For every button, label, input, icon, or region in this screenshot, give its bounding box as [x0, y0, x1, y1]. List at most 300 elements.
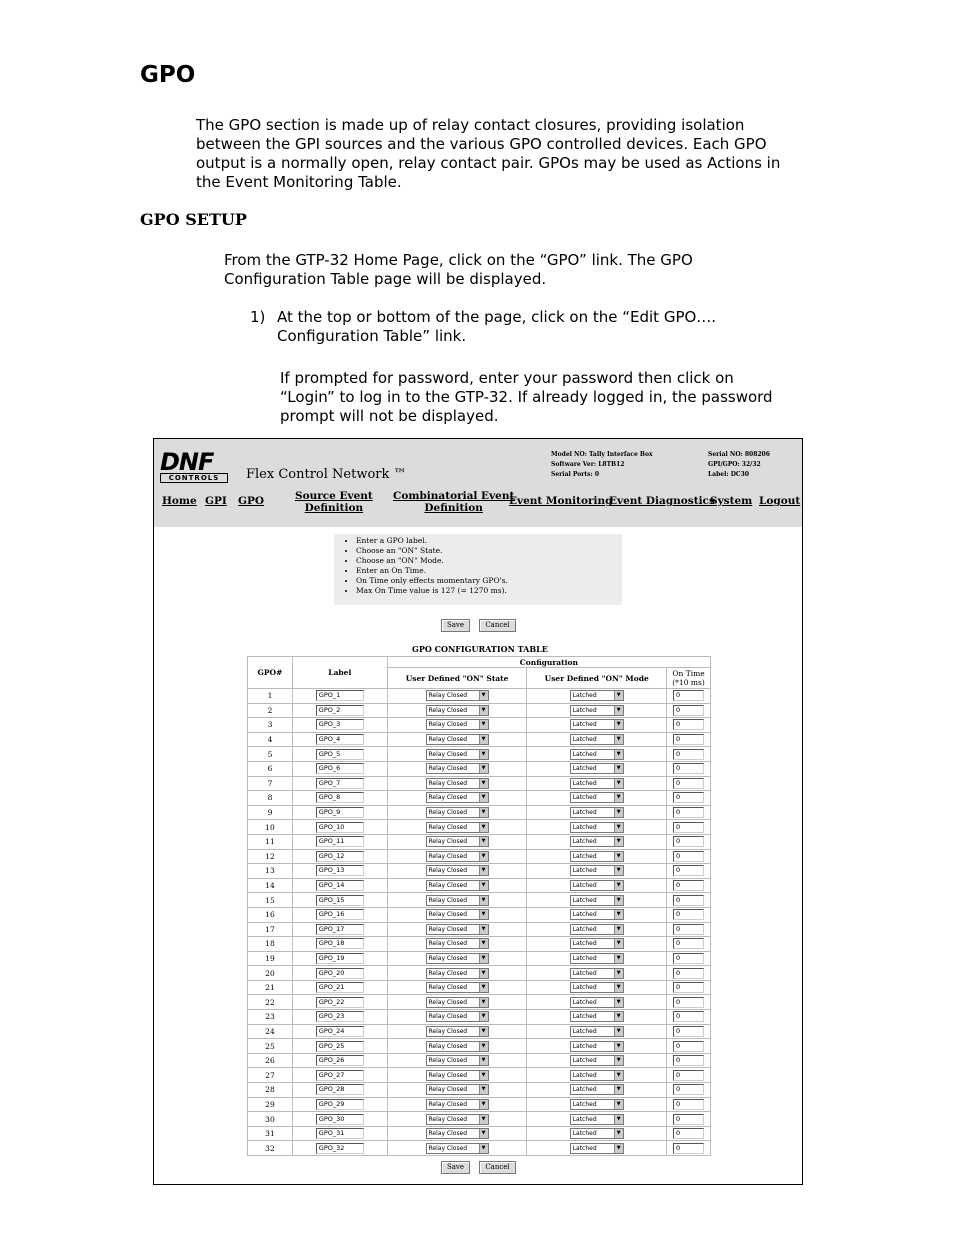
label-cell	[292, 834, 387, 849]
on-state-select[interactable]	[426, 1128, 489, 1139]
gpo-label-input[interactable]: GPO_12	[316, 851, 364, 862]
on-mode-value: Latched	[572, 1130, 597, 1138]
on-time-input[interactable]: 0	[673, 880, 704, 891]
on-mode-select[interactable]	[570, 1114, 624, 1125]
on-state-select[interactable]	[426, 895, 489, 906]
on-time-cell	[667, 849, 711, 864]
state-cell	[387, 1068, 527, 1083]
on-time-input[interactable]: 0	[673, 836, 704, 847]
gpo-label-input[interactable]: GPO_8	[316, 792, 364, 803]
gpo-number-cell: 17	[248, 922, 293, 937]
dropdown-arrow-icon: ▼	[614, 925, 623, 934]
label-cell	[292, 1024, 387, 1039]
dropdown-arrow-icon: ▼	[479, 998, 488, 1007]
gpo-label-input[interactable]: GPO_11	[316, 836, 364, 847]
on-time-cell	[667, 922, 711, 937]
dropdown-arrow-icon: ▼	[479, 764, 488, 773]
on-mode-header: User Defined "ON" Mode	[527, 668, 667, 689]
dropdown-arrow-icon: ▼	[614, 808, 623, 817]
dropdown-arrow-icon: ▼	[614, 1027, 623, 1036]
state-cell	[387, 1141, 527, 1156]
cancel-button-bottom[interactable]: Cancel	[479, 1161, 516, 1174]
nav-line: Source Event	[295, 490, 373, 502]
label-cell	[292, 922, 387, 937]
dropdown-arrow-icon: ▼	[479, 720, 488, 729]
on-state-value: Relay Closed	[428, 896, 468, 904]
dropdown-arrow-icon: ▼	[479, 1115, 488, 1124]
gpo-number-header: GPO#	[248, 657, 293, 689]
gpo-label-input[interactable]: GPO_15	[316, 895, 364, 906]
on-mode-select[interactable]	[570, 763, 624, 774]
gpo-label-input[interactable]: GPO_20	[316, 968, 364, 979]
on-state-value: Relay Closed	[428, 706, 468, 714]
nav-combinatorial-link[interactable]	[393, 490, 514, 514]
gpo-label-input[interactable]: GPO_3	[316, 719, 364, 730]
dropdown-arrow-icon: ▼	[614, 735, 623, 744]
on-mode-select[interactable]	[570, 1143, 624, 1154]
software-info: Software Ver: L8TB12	[551, 461, 625, 468]
on-state-value: Relay Closed	[428, 765, 468, 773]
on-time-input[interactable]: 0	[673, 938, 704, 949]
gpo-label-input[interactable]: GPO_24	[316, 1026, 364, 1037]
state-cell	[387, 718, 527, 733]
on-state-select[interactable]	[426, 909, 489, 920]
gpo-label-input[interactable]: GPO_22	[316, 997, 364, 1008]
mode-cell	[527, 747, 667, 762]
on-mode-select[interactable]	[570, 807, 624, 818]
instructions-list	[334, 536, 622, 596]
on-time-input[interactable]: 0	[673, 953, 704, 964]
state-cell	[387, 791, 527, 806]
gpo-number-cell: 2	[248, 703, 293, 718]
on-time-cell	[667, 732, 711, 747]
on-mode-select[interactable]	[570, 968, 624, 979]
login-line: “Login” to log in to the GTP-32. If already logged in, the password	[280, 388, 773, 406]
on-time-input[interactable]: 0	[673, 719, 704, 730]
on-time-cell	[667, 1141, 711, 1156]
on-time-input[interactable]: 0	[673, 705, 704, 716]
gpo-number-cell: 8	[248, 791, 293, 806]
dropdown-arrow-icon: ▼	[479, 1144, 488, 1153]
mode-cell	[527, 878, 667, 893]
on-mode-select[interactable]	[570, 719, 624, 730]
on-time-cell	[667, 805, 711, 820]
table-row	[248, 922, 711, 937]
on-time-input[interactable]: 0	[673, 968, 704, 979]
gpo-number-cell: 6	[248, 761, 293, 776]
on-state-value: Relay Closed	[428, 736, 468, 744]
on-time-cell	[667, 747, 711, 762]
on-mode-select[interactable]	[570, 705, 624, 716]
state-cell	[387, 849, 527, 864]
gpo-label-input[interactable]: GPO_32	[316, 1143, 364, 1154]
on-time-input[interactable]: 0	[673, 1011, 704, 1022]
on-state-select[interactable]	[426, 705, 489, 716]
on-time-input[interactable]: 0	[673, 778, 704, 789]
on-mode-select[interactable]	[570, 734, 624, 745]
on-mode-value: Latched	[572, 706, 597, 714]
gpo-label-input[interactable]: GPO_2	[316, 705, 364, 716]
dropdown-arrow-icon: ▼	[614, 750, 623, 759]
state-cell	[387, 820, 527, 835]
on-time-input[interactable]: 0	[673, 1128, 704, 1139]
mode-cell	[527, 1083, 667, 1098]
label-cell	[292, 1010, 387, 1025]
on-time-input[interactable]: 0	[673, 763, 704, 774]
on-mode-select[interactable]	[570, 924, 624, 935]
on-time-input[interactable]: 0	[673, 1055, 704, 1066]
on-state-value: Relay Closed	[428, 1130, 468, 1138]
on-time-cell	[667, 791, 711, 806]
cancel-button[interactable]: Cancel	[479, 619, 516, 632]
gpo-number-cell: 4	[248, 732, 293, 747]
label-cell	[292, 805, 387, 820]
on-mode-select[interactable]	[570, 1099, 624, 1110]
on-time-input[interactable]: 0	[673, 1099, 704, 1110]
gpo-label-input[interactable]: GPO_29	[316, 1099, 364, 1110]
on-mode-value: Latched	[572, 1042, 597, 1050]
mode-cell	[527, 864, 667, 879]
state-cell	[387, 1097, 527, 1112]
mode-cell	[527, 1053, 667, 1068]
dnf-logo	[160, 448, 234, 482]
on-state-value: Relay Closed	[428, 1042, 468, 1050]
gpo-label-input[interactable]: GPO_25	[316, 1041, 364, 1052]
on-time-input[interactable]: 0	[673, 1084, 704, 1095]
state-cell	[387, 980, 527, 995]
dropdown-arrow-icon: ▼	[479, 1129, 488, 1138]
login-line: If prompted for password, enter your password then click on	[280, 369, 734, 387]
on-state-select[interactable]	[426, 924, 489, 935]
instruction-item: • Choose an "ON" Mode.	[356, 556, 622, 566]
instruction-item: • Max On Time value is 127 (= 1270 ms).	[356, 586, 622, 596]
on-time-input[interactable]: 0	[673, 1070, 704, 1081]
on-mode-select[interactable]	[570, 1026, 624, 1037]
table-row	[248, 761, 711, 776]
on-mode-select[interactable]	[570, 938, 624, 949]
on-state-select[interactable]	[426, 1070, 489, 1081]
on-state-select[interactable]	[426, 749, 489, 760]
label-cell	[292, 689, 387, 704]
state-cell	[387, 937, 527, 952]
on-state-select[interactable]	[426, 822, 489, 833]
on-time-input[interactable]: 0	[673, 865, 704, 876]
table-body	[248, 689, 711, 1156]
nav-logout-link[interactable]: Logout	[759, 495, 801, 507]
on-state-select[interactable]	[426, 1114, 489, 1125]
save-button-bottom[interactable]: Save	[441, 1161, 470, 1174]
on-mode-select[interactable]	[570, 1011, 624, 1022]
on-state-select[interactable]	[426, 690, 489, 701]
label-cell	[292, 1112, 387, 1127]
mode-cell	[527, 937, 667, 952]
intro-line: The GPO section is made up of relay contact closures, providing isolation	[196, 116, 745, 134]
on-time-input[interactable]: 0	[673, 690, 704, 701]
nav-system-link[interactable]: System	[710, 495, 753, 507]
on-mode-select[interactable]	[570, 880, 624, 891]
step-text	[277, 308, 716, 346]
on-time-cell	[667, 703, 711, 718]
on-mode-select[interactable]	[570, 778, 624, 789]
on-mode-select[interactable]	[570, 851, 624, 862]
gpo-number-cell: 24	[248, 1024, 293, 1039]
on-time-input[interactable]: 0	[673, 1041, 704, 1052]
on-mode-value: Latched	[572, 911, 597, 919]
on-state-select[interactable]	[426, 982, 489, 993]
dropdown-arrow-icon: ▼	[614, 1085, 623, 1094]
gpo-label-input[interactable]: GPO_17	[316, 924, 364, 935]
on-time-cell	[667, 1083, 711, 1098]
on-time-cell	[667, 966, 711, 981]
dropdown-arrow-icon: ▼	[479, 1012, 488, 1021]
label-cell	[292, 980, 387, 995]
gpo-label-input[interactable]: GPO_9	[316, 807, 364, 818]
gpo-number-cell: 31	[248, 1126, 293, 1141]
state-cell	[387, 922, 527, 937]
state-cell	[387, 966, 527, 981]
configuration-header: Configuration	[387, 657, 710, 668]
nav-line: Definition	[424, 502, 483, 514]
instruction-item: • On Time only effects momentary GPO's.	[356, 576, 622, 586]
label-cell	[292, 1083, 387, 1098]
on-mode-select[interactable]	[570, 1084, 624, 1095]
on-time-input[interactable]: 0	[673, 997, 704, 1008]
step-line: Configuration Table” link.	[277, 327, 467, 345]
setup-line: Configuration Table page will be displayed.	[224, 270, 547, 288]
on-state-select[interactable]	[426, 719, 489, 730]
section-heading: GPO SETUP	[140, 210, 247, 229]
on-time-input[interactable]: 0	[673, 895, 704, 906]
gpo-label-input[interactable]: GPO_23	[316, 1011, 364, 1022]
label-cell	[292, 747, 387, 762]
on-state-select[interactable]	[426, 1041, 489, 1052]
nav-gpi-link[interactable]: GPI	[205, 495, 227, 507]
on-mode-select[interactable]	[570, 836, 624, 847]
on-state-select[interactable]	[426, 968, 489, 979]
on-mode-select[interactable]	[570, 1070, 624, 1081]
dropdown-arrow-icon: ▼	[614, 969, 623, 978]
save-button[interactable]: Save	[441, 619, 470, 632]
on-state-select[interactable]	[426, 836, 489, 847]
on-state-value: Relay Closed	[428, 721, 468, 729]
on-state-select[interactable]	[426, 1055, 489, 1066]
gpo-number-cell: 27	[248, 1068, 293, 1083]
dropdown-arrow-icon: ▼	[479, 1071, 488, 1080]
gpo-label-input[interactable]: GPO_5	[316, 749, 364, 760]
table-row	[248, 864, 711, 879]
instruction-item: • Enter a GPO label.	[356, 536, 622, 546]
gpo-label-input[interactable]: GPO_31	[316, 1128, 364, 1139]
mode-cell	[527, 893, 667, 908]
on-time-input[interactable]: 0	[673, 749, 704, 760]
gpo-label-input[interactable]: GPO_16	[316, 909, 364, 920]
step-number: 1)	[250, 308, 266, 326]
dropdown-arrow-icon: ▼	[614, 983, 623, 992]
gpo-label-input[interactable]: GPO_26	[316, 1055, 364, 1066]
on-state-value: Relay Closed	[428, 1086, 468, 1094]
on-state-select[interactable]	[426, 938, 489, 949]
step-line: At the top or bottom of the page, click on the “Edit GPO….	[277, 308, 717, 326]
on-time-input[interactable]: 0	[673, 1143, 704, 1154]
on-time-input[interactable]: 0	[673, 1114, 704, 1125]
on-state-select[interactable]	[426, 1143, 489, 1154]
gpo-label-input[interactable]: GPO_6	[316, 763, 364, 774]
on-mode-select[interactable]	[570, 1041, 624, 1052]
on-state-select[interactable]	[426, 997, 489, 1008]
on-time-input[interactable]: 0	[673, 807, 704, 818]
on-time-cell	[667, 776, 711, 791]
mode-cell	[527, 761, 667, 776]
on-state-select[interactable]	[426, 1026, 489, 1037]
label-cell	[292, 761, 387, 776]
on-state-select[interactable]	[426, 778, 489, 789]
on-time-input[interactable]: 0	[673, 924, 704, 935]
on-state-select[interactable]	[426, 880, 489, 891]
table-row	[248, 689, 711, 704]
on-state-select[interactable]	[426, 792, 489, 803]
on-state-select[interactable]	[426, 1084, 489, 1095]
on-mode-value: Latched	[572, 1071, 597, 1079]
mode-cell	[527, 805, 667, 820]
nav-gpo-link[interactable]: GPO	[238, 495, 265, 507]
nav-source-event-link[interactable]	[295, 490, 373, 514]
dropdown-arrow-icon: ▼	[479, 925, 488, 934]
on-mode-select[interactable]	[570, 909, 624, 920]
gpo-number-cell: 18	[248, 937, 293, 952]
on-time-cell	[667, 1053, 711, 1068]
gpo-label-input[interactable]: GPO_21	[316, 982, 364, 993]
on-time-cell	[667, 951, 711, 966]
dropdown-arrow-icon: ▼	[479, 983, 488, 992]
on-state-value: Relay Closed	[428, 940, 468, 948]
dropdown-arrow-icon: ▼	[479, 881, 488, 890]
state-cell	[387, 907, 527, 922]
state-cell	[387, 761, 527, 776]
dropdown-arrow-icon: ▼	[614, 706, 623, 715]
state-cell	[387, 1083, 527, 1098]
dropdown-arrow-icon: ▼	[479, 852, 488, 861]
gpo-label-input[interactable]: GPO_14	[316, 880, 364, 891]
on-time-input[interactable]: 0	[673, 1026, 704, 1037]
on-mode-select[interactable]	[570, 792, 624, 803]
on-mode-select[interactable]	[570, 997, 624, 1008]
on-mode-value: Latched	[572, 765, 597, 773]
nav-event-diagnostics-link[interactable]: Event Diagnostics	[609, 495, 715, 507]
on-mode-select[interactable]	[570, 865, 624, 876]
on-mode-value: Latched	[572, 779, 597, 787]
instructions-box	[334, 534, 622, 605]
on-mode-select[interactable]	[570, 749, 624, 760]
nav-home-link[interactable]: Home	[162, 495, 197, 507]
gpo-number-cell: 32	[248, 1141, 293, 1156]
gpo-label-input[interactable]: GPO_27	[316, 1070, 364, 1081]
on-time-cell	[667, 834, 711, 849]
table-row	[248, 805, 711, 820]
on-state-select[interactable]	[426, 734, 489, 745]
on-time-label: On Time	[672, 669, 705, 678]
dropdown-arrow-icon: ▼	[614, 1115, 623, 1124]
on-time-input[interactable]: 0	[673, 851, 704, 862]
label-cell	[292, 1039, 387, 1054]
dropdown-arrow-icon: ▼	[614, 866, 623, 875]
mode-cell	[527, 1010, 667, 1025]
dropdown-arrow-icon: ▼	[614, 1071, 623, 1080]
gpo-label-input[interactable]: GPO_1	[316, 690, 364, 701]
dropdown-arrow-icon: ▼	[614, 1144, 623, 1153]
on-mode-select[interactable]	[570, 1055, 624, 1066]
on-mode-value: Latched	[572, 1086, 597, 1094]
dropdown-arrow-icon: ▼	[479, 954, 488, 963]
table-row	[248, 776, 711, 791]
mode-cell	[527, 951, 667, 966]
on-time-input[interactable]: 0	[673, 822, 704, 833]
on-mode-select[interactable]	[570, 822, 624, 833]
gpo-label-input[interactable]: GPO_7	[316, 778, 364, 789]
mode-cell	[527, 1126, 667, 1141]
on-time-input[interactable]: 0	[673, 909, 704, 920]
on-mode-select[interactable]	[570, 953, 624, 964]
on-mode-select[interactable]	[570, 690, 624, 701]
on-mode-select[interactable]	[570, 982, 624, 993]
on-state-select[interactable]	[426, 851, 489, 862]
on-state-value: Relay Closed	[428, 1115, 468, 1123]
gpo-label-input[interactable]: GPO_30	[316, 1114, 364, 1125]
label-cell	[292, 878, 387, 893]
on-state-value: Relay Closed	[428, 867, 468, 875]
on-state-select[interactable]	[426, 953, 489, 964]
on-state-select[interactable]	[426, 1011, 489, 1022]
on-time-input[interactable]: 0	[673, 734, 704, 745]
on-mode-select[interactable]	[570, 895, 624, 906]
gpo-number-cell: 12	[248, 849, 293, 864]
dropdown-arrow-icon: ▼	[479, 1085, 488, 1094]
gpo-label-input[interactable]: GPO_18	[316, 938, 364, 949]
on-state-select[interactable]	[426, 807, 489, 818]
gpo-number-cell: 1	[248, 689, 293, 704]
on-mode-value: Latched	[572, 823, 597, 831]
on-time-input[interactable]: 0	[673, 982, 704, 993]
dropdown-arrow-icon: ▼	[479, 823, 488, 832]
label-info: Label: DC30	[708, 471, 750, 478]
table-row	[248, 937, 711, 952]
on-mode-select[interactable]	[570, 1128, 624, 1139]
label-cell	[292, 791, 387, 806]
table-row	[248, 1010, 711, 1025]
on-mode-value: Latched	[572, 882, 597, 890]
on-time-input[interactable]: 0	[673, 792, 704, 803]
gpo-label-input[interactable]: GPO_4	[316, 734, 364, 745]
on-state-select[interactable]	[426, 865, 489, 876]
gpo-label-input[interactable]: GPO_19	[316, 953, 364, 964]
on-state-select[interactable]	[426, 1099, 489, 1110]
gpo-label-input[interactable]: GPO_28	[316, 1084, 364, 1095]
nav-event-monitoring-link[interactable]: Event Monitoring	[509, 495, 613, 507]
gpo-label-input[interactable]: GPO_13	[316, 865, 364, 876]
on-state-value: Relay Closed	[428, 794, 468, 802]
gpo-number-cell: 3	[248, 718, 293, 733]
on-state-value: Relay Closed	[428, 838, 468, 846]
gpo-label-input[interactable]: GPO_10	[316, 822, 364, 833]
on-state-value: Relay Closed	[428, 984, 468, 992]
gpo-number-cell: 30	[248, 1112, 293, 1127]
state-cell	[387, 1024, 527, 1039]
on-state-select[interactable]	[426, 763, 489, 774]
on-mode-value: Latched	[572, 1144, 597, 1152]
intro-line: the Event Monitoring Table.	[196, 173, 402, 191]
on-mode-value: Latched	[572, 736, 597, 744]
on-state-value: Relay Closed	[428, 925, 468, 933]
on-mode-value: Latched	[572, 809, 597, 817]
